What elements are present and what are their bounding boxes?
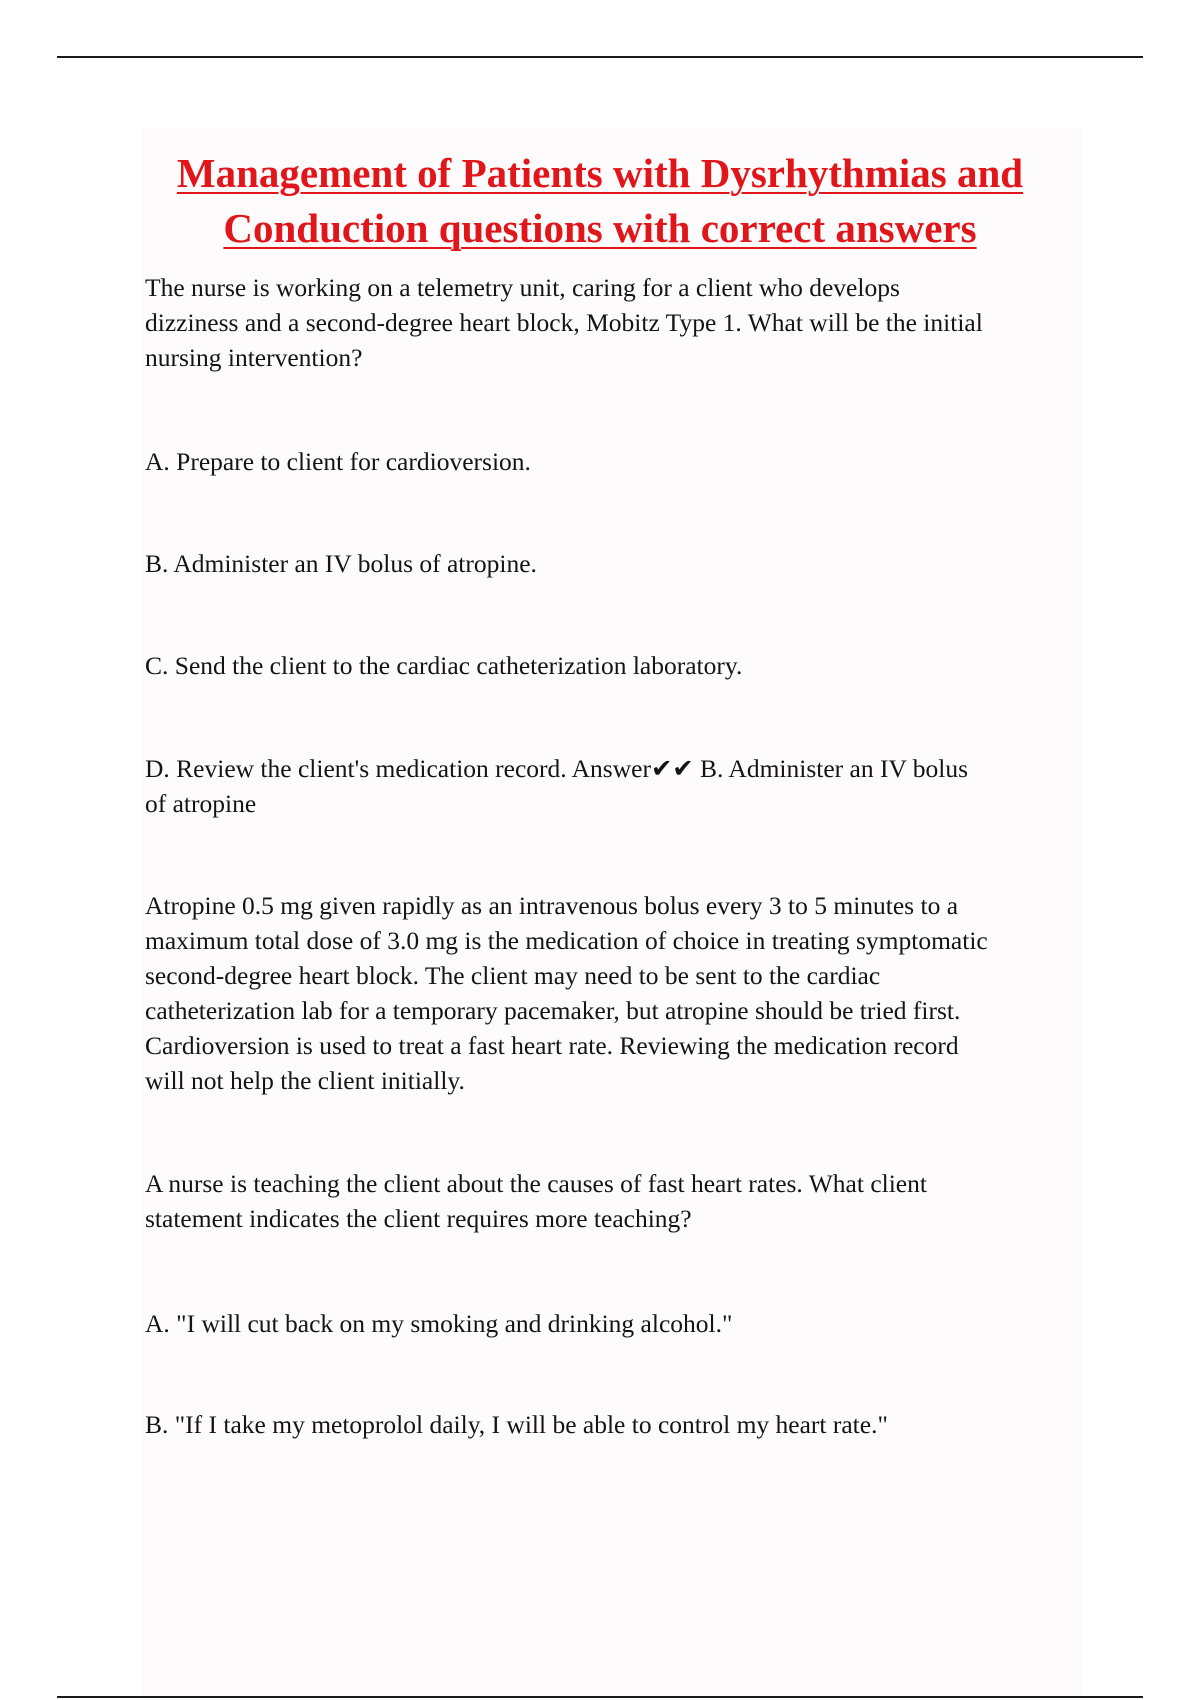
header-rule (57, 56, 1143, 58)
q1-stem: The nurse is working on a telemetry unit, caring for a client who develops dizziness and a second-degree heart block, Mobitz Type 1. What will be the initial nursing intervention? (145, 273, 983, 372)
q2-stem: A nurse is teaching the client about the causes of fast heart rates. What client statement indicates the client requires more teaching? (145, 1169, 927, 1233)
q1-rationale: Atropine 0.5 mg given rapidly as an intravenous bolus every 3 to 5 minutes to a maximum total dose of 3.0 mg is the medication of choice in treating symptomatic second-degree heart block. The client may need to be sent to the cardiac catheterization lab for a temporary pacemaker, but atropine should be tried first. Cardioversion is used to treat a fast heart rate. Reviewing the medication record will not help the client initially. (145, 891, 988, 1095)
q2-option-a: A. "I will cut back on my smoking and drinking alcohol." (145, 1309, 733, 1338)
q1-option-b: B. Administer an IV bolus of atropine. (145, 549, 537, 578)
footer-rule (57, 1696, 1143, 1698)
q1-option-d-answer: D. Review the client's medication record. Answer✔✔ B. Administer an IV bolus of atropine (145, 754, 969, 818)
q1-option-c: C. Send the client to the cardiac catheterization laboratory. (145, 651, 743, 680)
q1-option-a: A. Prepare to client for cardioversion. (145, 447, 531, 476)
q2-option-b: B. "If I take my metoprolol daily, I will be able to control my heart rate." (145, 1410, 888, 1439)
document-title: Management of Patients with Dysrhythmias and Conduction questions with correct answers (176, 150, 1024, 251)
